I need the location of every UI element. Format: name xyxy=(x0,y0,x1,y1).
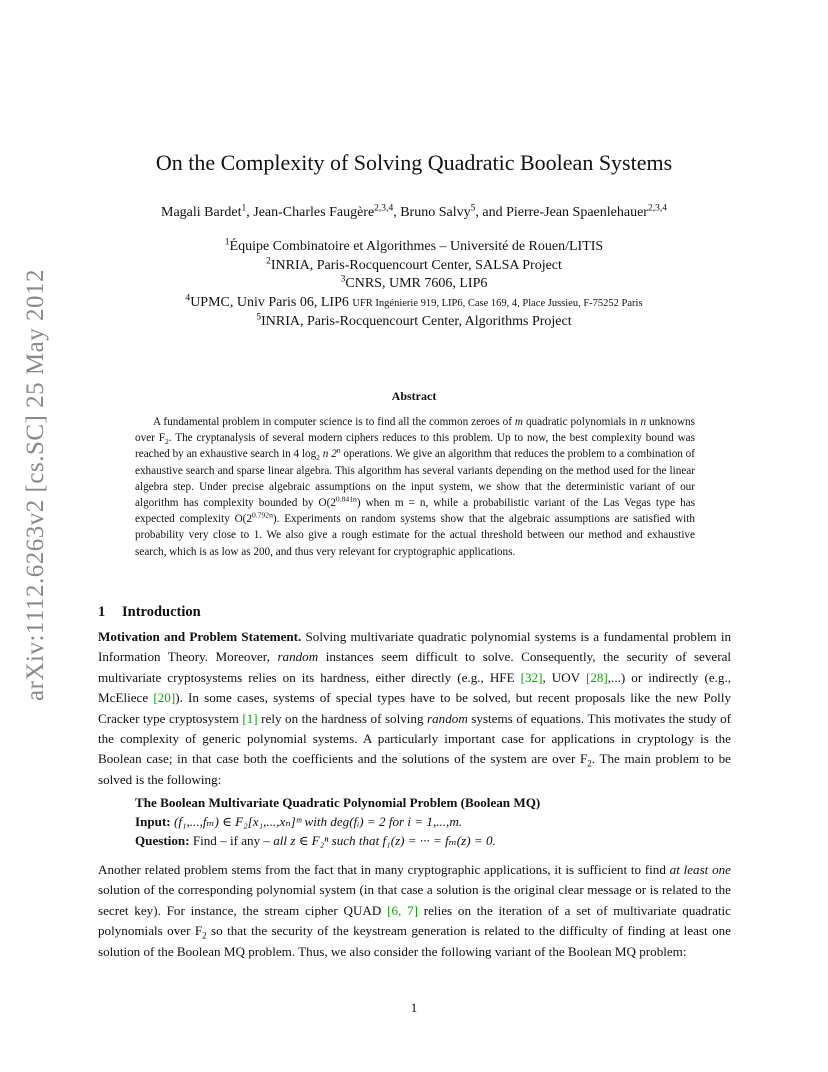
author-separator: , and xyxy=(475,205,507,220)
math-symbol: m xyxy=(514,416,524,428)
math-subscript: 2 xyxy=(202,930,207,941)
math-symbol: n xyxy=(640,416,647,428)
citation-link[interactable]: [6, 7] xyxy=(387,902,418,918)
abstract-text: quadratic polynomials in xyxy=(523,416,641,428)
section-number: 1 xyxy=(98,604,106,620)
abstract-text: operations. We give an algorithm that reduces the problem to a combination of exhaustive search and sparse linear algebra. This algorithm has several variants depending on the method used for the linear algebra step. Under precise algebraic assumptions on the input system, we show that the deterministic variant of our algorithm has complexity bounded by O(2 xyxy=(135,448,696,510)
citation-link[interactable]: [32] xyxy=(520,669,543,685)
math-superscript: n xyxy=(336,445,341,455)
emphasis-text: random xyxy=(277,649,319,665)
paragraph-text: Another related problem stems from the fact that in many cryptographic applications, it is sufficient to find xyxy=(98,862,670,877)
abstract-text: . The cryptanalysis of several modern ciphers reduces to this problem. Up to now, the best complexity bound was reached by an exhaustive search in 4 log xyxy=(135,432,695,461)
affiliation xyxy=(0,294,828,314)
citation-link[interactable]: [1] xyxy=(242,710,258,726)
section-title: Introduction xyxy=(122,604,201,620)
paragraph-text: so that the security of the keystream generation is related to the difficulty of finding at least one solution of the Boolean MQ problem. Thus, we also consider the following variant of the Boolean MQ problem: xyxy=(98,923,731,959)
problem-input-text: (f₁,...,fₘ) ∈ F₂[x₁,...,xₙ]ᵐ with deg(fᵢ) = 2 for i = 1,...,m. xyxy=(173,814,463,829)
citation-link[interactable]: [20] xyxy=(153,690,176,706)
math-subscript: 2 xyxy=(164,437,169,447)
affiliation-list xyxy=(0,238,828,332)
affiliation-address: UFR Ingénierie 919, LIP6, Case 169, 4, Place Jussieu, F-75252 Paris xyxy=(352,297,643,309)
intro-paragraph xyxy=(98,860,731,962)
abstract-text: A fundamental problem in computer science is to find all the common zeroes of xyxy=(153,416,515,428)
problem-statement xyxy=(135,793,735,850)
affiliation-mark: 5 xyxy=(256,312,262,323)
arxiv-identifier xyxy=(18,269,54,701)
abstract-text: ) when m = n, while a probabilistic variant of the Las Vegas type has expected complexity O(2 xyxy=(135,497,696,526)
math-superscript: 0.792n xyxy=(251,510,273,520)
affiliation-mark: 2 xyxy=(266,255,271,266)
affiliation-mark: 3 xyxy=(340,274,346,285)
paragraph-text: . The main problem to be solved is the following: xyxy=(98,751,731,787)
intro-paragraph xyxy=(98,627,731,790)
author-name: Magali Bardet xyxy=(161,205,242,220)
paragraph-text: solution of the corresponding polynomial system (in that case a solution is the original clear message or is related to the secret key). For instance, the stream cipher QUAD xyxy=(98,882,731,918)
problem-input xyxy=(135,812,735,831)
problem-question-label: Question: xyxy=(135,833,190,848)
math-subscript: 2 xyxy=(316,453,320,463)
author-name: Pierre-Jean Spaenlehauer xyxy=(506,205,648,220)
math-subscript: 2 xyxy=(587,759,592,770)
paragraph-text: ,...) or indirectly (e.g., McEliece xyxy=(98,669,731,706)
paragraph-text: ). In some cases, systems of special types have to be solved, but recent proposals like the new Polly Cracker type cryptosystem xyxy=(98,690,731,726)
abstract-text: ). Experiments on random systems show that the algebraic assumptions are satisfied with probability very close to 1. We also give a rough estimate for the actual threshold between our method and exhaustive search, which is as low as 200, and thus very relevant for cryptographic applications. xyxy=(135,513,695,558)
problem-question-text: Find – if any – xyxy=(189,833,274,848)
affiliation-text: Équipe Combinatoire et Algorithmes – Université de Rouen/LITIS xyxy=(229,239,604,254)
section-heading xyxy=(98,604,201,621)
author-name: Bruno Salvy xyxy=(400,205,471,220)
problem-input-label: Input: xyxy=(135,814,171,829)
affiliation xyxy=(0,238,828,257)
affiliation xyxy=(0,313,828,332)
citation-link[interactable]: [28] xyxy=(585,669,608,685)
emphasis-text: at least one xyxy=(669,862,731,877)
paragraph-text: instances seem difficult to solve. Consequently, the security of several multivariate cryptosystems relies on its hardness, either directly (e.g., HFE xyxy=(98,649,732,685)
emphasis-text: all xyxy=(273,833,288,848)
paragraph-text: systems of equations. This motivates the study of the complexity of generic polynomial systems. A particularly important case for applications in cryptology is the Boolean case; in that case both the coefficients and the solutions of the system are over F xyxy=(98,710,732,767)
abstract-text: unknowns over xyxy=(135,416,696,445)
math-superscript: 0.841n xyxy=(335,494,357,504)
affiliation-text: UPMC, Univ Paris 06, LIP6 xyxy=(190,294,353,310)
affiliation xyxy=(0,257,828,276)
affiliation xyxy=(0,275,828,294)
author-name: Jean-Charles Faugère xyxy=(253,205,375,220)
author-separator: , xyxy=(246,205,254,220)
author-affiliation-mark: 2,3,4 xyxy=(647,203,667,214)
author-separator: , xyxy=(393,205,401,220)
paragraph-text: Solving multivariate quadratic polynomial systems is a fundamental problem in Information Theory. Moreover, xyxy=(98,629,732,665)
paragraph-text: , UOV xyxy=(542,669,586,685)
arxiv-identifier-text: arXiv:1112.6263v2 [cs.SC] 25 May 2012 xyxy=(22,269,49,701)
math-symbol: F xyxy=(158,432,165,445)
paragraph-lead: Motivation and Problem Statement. xyxy=(98,629,302,644)
author-affiliation-mark: 1 xyxy=(241,203,247,214)
affiliation-mark: 4 xyxy=(185,292,191,303)
affiliation-text: INRIA, Paris-Rocquencourt Center, Algorithms Project xyxy=(261,314,572,329)
author-affiliation-mark: 5 xyxy=(470,203,476,214)
problem-question xyxy=(135,831,735,850)
affiliation-text: CNRS, UMR 7606, LIP6 xyxy=(345,276,488,291)
author-affiliation-mark: 2,3,4 xyxy=(374,203,394,214)
paragraph-text: rely on the hardness of solving xyxy=(257,710,428,726)
affiliation-text: INRIA, Paris-Rocquencourt Center, SALSA Project xyxy=(270,257,562,273)
problem-question-text: z ∈ F₂ⁿ such that f₁(z) = ··· = fₘ(z) = 0. xyxy=(287,833,496,848)
author-list xyxy=(0,205,828,221)
affiliation-mark: 1 xyxy=(224,237,230,248)
abstract-body xyxy=(135,414,695,560)
problem-heading: The Boolean Multivariate Quadratic Polynomial Problem (Boolean MQ) xyxy=(135,795,541,810)
page-number: 1 xyxy=(410,1000,418,1015)
emphasis-text: random xyxy=(427,710,468,726)
math-expression: n 2 xyxy=(319,448,337,461)
paper-title: On the Complexity of Solving Quadratic Boolean Systems xyxy=(155,150,673,175)
paragraph-text: relies on the iteration of a set of multivariate quadratic polynomials over F xyxy=(98,902,731,939)
abstract-heading: Abstract xyxy=(391,389,437,403)
